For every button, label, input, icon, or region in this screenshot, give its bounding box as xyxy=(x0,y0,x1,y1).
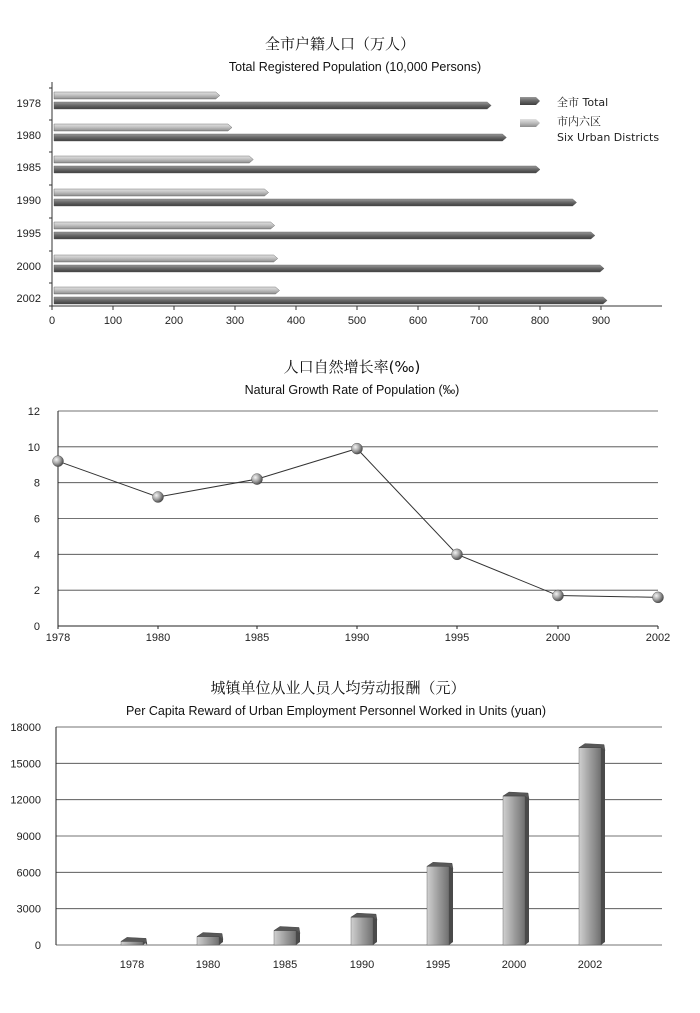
chart2-y-tick-label-0: 0 xyxy=(33,621,40,633)
chart-population xyxy=(17,35,662,327)
bar-total-1978 xyxy=(54,102,491,109)
chart3-x-label-1985: 1985 xyxy=(272,959,298,971)
chart2-x-label-1980: 1980 xyxy=(145,632,171,644)
bar-total-1980 xyxy=(54,134,506,141)
chart3-bar-body xyxy=(427,866,449,945)
chart3-y-tick-label-15000: 15000 xyxy=(10,758,41,771)
chart1-x-tick-label-300: 300 xyxy=(225,315,245,327)
chart1-y-label-1985: 1985 xyxy=(16,162,41,174)
chart2-y-tick-label-12: 12 xyxy=(27,406,40,418)
bar-urban-1978 xyxy=(54,92,220,99)
chart1-title: 全市户籍人口（万人） xyxy=(264,35,416,53)
chart2-x-label-1990: 1990 xyxy=(344,632,370,644)
chart3-bar-body xyxy=(503,796,525,945)
chart3-x-label-2002: 2002 xyxy=(577,959,603,971)
chart1-y-label-2002: 2002 xyxy=(16,293,41,305)
chart3-x-label-1978: 1978 xyxy=(119,959,145,971)
chart3-bar-side xyxy=(373,917,377,945)
chart3-bar-body xyxy=(121,941,143,945)
chart2-point-1985 xyxy=(252,474,263,485)
bar-total-1985 xyxy=(54,166,540,173)
chart3-x-label-1990: 1990 xyxy=(349,959,375,971)
chart2-y-tick-label-10: 10 xyxy=(27,441,40,454)
chart1-x-tick-label-100: 100 xyxy=(103,315,123,327)
chart1-x-tick-label-0: 0 xyxy=(48,315,56,327)
chart3-y-tick-label-0: 0 xyxy=(34,940,41,952)
chart2-title: 人口自然增长率(‰) xyxy=(283,358,421,376)
chart-growth-rate xyxy=(28,358,670,644)
chart3-bar-body xyxy=(579,748,601,945)
chart3-bar-body xyxy=(197,937,219,945)
chart2-y-tick-label-4: 4 xyxy=(33,549,40,562)
chart2-point-2002 xyxy=(653,592,664,603)
legend-total-label: 全市 Total xyxy=(557,96,609,109)
chart3-bar-1985 xyxy=(274,926,300,945)
bar-urban-1985 xyxy=(54,156,253,163)
bar-total-2002 xyxy=(54,297,607,304)
chart2-subtitle: Natural Growth Rate of Population (‰) xyxy=(244,383,460,397)
chart2-x-label-1995: 1995 xyxy=(444,632,470,644)
legend-total-swatch xyxy=(520,97,540,105)
bar-total-1995 xyxy=(54,232,595,239)
chart2-point-1978 xyxy=(53,456,64,467)
chart2-x-label-2002: 2002 xyxy=(645,632,671,644)
chart3-bar-2000 xyxy=(503,792,529,945)
chart3-x-label-1995: 1995 xyxy=(425,959,451,971)
chart1-y-label-1978: 1978 xyxy=(16,98,41,110)
chart3-y-tick-label-9000: 9000 xyxy=(16,831,41,843)
chart3-bar-body xyxy=(351,917,373,945)
chart1-y-label-1980: 1980 xyxy=(16,130,41,142)
bar-total-2000 xyxy=(54,265,604,272)
chart2-point-1980 xyxy=(153,492,164,503)
chart3-bar-side xyxy=(449,866,453,945)
chart-reward xyxy=(10,679,662,971)
chart1-x-tick-label-800: 800 xyxy=(530,315,550,327)
chart2-point-1990 xyxy=(352,443,363,454)
bar-urban-2002 xyxy=(54,287,280,294)
chart3-y-tick-label-6000: 6000 xyxy=(16,867,41,880)
chart1-x-tick-label-700: 700 xyxy=(469,315,489,327)
chart3-bar-1978 xyxy=(121,937,147,945)
chart3-y-tick-label-12000: 12000 xyxy=(10,794,41,807)
chart3-bar-body xyxy=(274,930,296,945)
chart2-series-line xyxy=(58,449,658,598)
chart1-x-tick-label-900: 900 xyxy=(591,315,611,327)
bar-total-1990 xyxy=(54,199,577,206)
bar-urban-2000 xyxy=(54,255,278,262)
chart1-x-tick-label-400: 400 xyxy=(286,315,306,327)
chart2-point-2000 xyxy=(553,590,564,601)
legend-urban-label-en: Six Urban Districts xyxy=(557,131,660,144)
chart3-bar-1995 xyxy=(427,862,453,945)
chart1-x-tick-label-600: 600 xyxy=(408,315,428,327)
chart2-y-tick-label-2: 2 xyxy=(33,585,40,598)
chart1-legend xyxy=(520,95,659,144)
chart3-bar-side xyxy=(601,748,605,945)
legend-urban-swatch xyxy=(520,119,540,127)
chart3-bar-side xyxy=(525,796,529,945)
chart3-title: 城镇单位从业人员人均劳动报酬（元） xyxy=(210,679,466,697)
chart1-x-tick-label-200: 200 xyxy=(164,315,184,327)
chart3-x-label-2000: 2000 xyxy=(501,959,527,971)
chart1-subtitle: Total Registered Population (10,000 Persons) xyxy=(228,60,482,74)
chart3-bar-2002 xyxy=(579,744,605,945)
chart2-x-label-1978: 1978 xyxy=(45,632,71,644)
bar-urban-1995 xyxy=(54,222,275,229)
chart3-subtitle: Per Capita Reward of Urban Employment Personnel Worked in Units (yuan) xyxy=(125,704,547,718)
chart3-bar-1980 xyxy=(197,933,223,945)
chart1-y-label-1990: 1990 xyxy=(16,195,41,207)
bar-urban-1980 xyxy=(54,124,232,131)
chart2-x-label-1985: 1985 xyxy=(244,632,270,644)
legend-urban-label: 市内六区 xyxy=(557,115,601,128)
chart2-y-tick-label-6: 6 xyxy=(33,513,40,526)
chart3-x-label-1980: 1980 xyxy=(195,959,221,971)
chart3-bar-1990 xyxy=(351,913,377,945)
chart1-y-label-1995: 1995 xyxy=(16,228,41,240)
chart2-y-tick-label-8: 8 xyxy=(33,477,40,490)
chart2-point-1995 xyxy=(452,549,463,560)
chart2-x-label-2000: 2000 xyxy=(545,632,571,644)
chart1-x-tick-label-500: 500 xyxy=(347,315,367,327)
bar-urban-1990 xyxy=(54,189,269,196)
chart1-y-label-2000: 2000 xyxy=(16,261,41,273)
chart3-y-tick-label-18000: 18000 xyxy=(10,722,41,734)
chart3-y-tick-label-3000: 3000 xyxy=(16,903,41,916)
